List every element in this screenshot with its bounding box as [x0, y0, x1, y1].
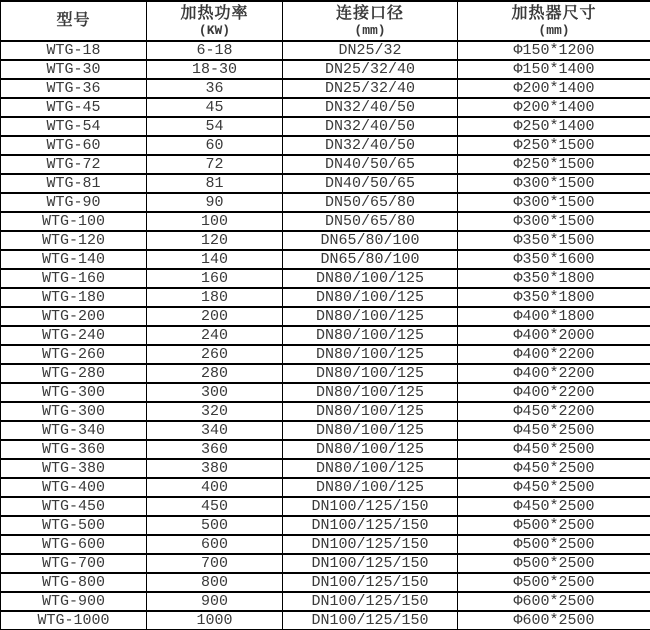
cell-size: Φ400*2000	[458, 326, 650, 345]
table-row	[1, 402, 650, 421]
cell-power: 800	[147, 573, 283, 592]
cell-model: WTG-140	[1, 250, 147, 269]
table-row	[1, 193, 650, 212]
cell-model: WTG-90	[1, 193, 147, 212]
cell-power: 45	[147, 98, 283, 117]
col-header-label: 加热功率	[180, 4, 249, 22]
cell-model: WTG-18	[1, 41, 147, 60]
cell-size: Φ600*2500	[458, 611, 650, 630]
cell-model: WTG-450	[1, 497, 147, 516]
cell-power: 160	[147, 269, 283, 288]
cell-size: Φ250*1500	[458, 155, 650, 174]
table-row	[1, 535, 650, 554]
cell-size: Φ500*2500	[458, 554, 650, 573]
table-row	[1, 212, 650, 231]
cell-power: 340	[147, 421, 283, 440]
cell-diameter: DN100/125/150	[283, 592, 458, 611]
cell-model: WTG-360	[1, 440, 147, 459]
cell-power: 18-30	[147, 60, 283, 79]
table-row	[1, 383, 650, 402]
table-row	[1, 250, 650, 269]
cell-model: WTG-60	[1, 136, 147, 155]
cell-model: WTG-72	[1, 155, 147, 174]
cell-power: 54	[147, 117, 283, 136]
cell-power: 6-18	[147, 41, 283, 60]
header-row	[1, 1, 650, 41]
cell-diameter: DN25/32/40	[283, 60, 458, 79]
table-row	[1, 60, 650, 79]
table-row	[1, 364, 650, 383]
cell-diameter: DN32/40/50	[283, 136, 458, 155]
cell-model: WTG-100	[1, 212, 147, 231]
table-row	[1, 478, 650, 497]
cell-power: 1000	[147, 611, 283, 630]
cell-power: 400	[147, 478, 283, 497]
cell-size: Φ200*1400	[458, 79, 650, 98]
table-row	[1, 98, 650, 117]
cell-diameter: DN100/125/150	[283, 554, 458, 573]
cell-power: 900	[147, 592, 283, 611]
table-row	[1, 326, 650, 345]
cell-model: WTG-120	[1, 231, 147, 250]
cell-model: WTG-700	[1, 554, 147, 573]
cell-size: Φ200*1400	[458, 98, 650, 117]
cell-diameter: DN65/80/100	[283, 231, 458, 250]
cell-power: 81	[147, 174, 283, 193]
col-header-unit: (mm)	[354, 22, 386, 38]
col-header-label: 加热器尺寸	[511, 4, 597, 22]
cell-diameter: DN100/125/150	[283, 497, 458, 516]
cell-model: WTG-500	[1, 516, 147, 535]
cell-power: 60	[147, 136, 283, 155]
cell-model: WTG-180	[1, 288, 147, 307]
table-row	[1, 554, 650, 573]
cell-diameter: DN100/125/150	[283, 535, 458, 554]
cell-size: Φ500*2500	[458, 516, 650, 535]
cell-diameter: DN80/100/125	[283, 402, 458, 421]
cell-model: WTG-800	[1, 573, 147, 592]
table-row	[1, 307, 650, 326]
col-header-size	[458, 1, 650, 41]
cell-size: Φ300*1500	[458, 174, 650, 193]
cell-size: Φ300*1500	[458, 212, 650, 231]
cell-power: 72	[147, 155, 283, 174]
cell-diameter: DN80/100/125	[283, 440, 458, 459]
cell-diameter: DN50/65/80	[283, 212, 458, 231]
cell-power: 380	[147, 459, 283, 478]
cell-model: WTG-30	[1, 60, 147, 79]
cell-model: WTG-81	[1, 174, 147, 193]
cell-size: Φ500*2500	[458, 573, 650, 592]
cell-size: Φ150*1400	[458, 60, 650, 79]
cell-power: 120	[147, 231, 283, 250]
cell-diameter: DN80/100/125	[283, 288, 458, 307]
col-header-model	[1, 1, 147, 41]
table-row	[1, 497, 650, 516]
cell-size: Φ350*1800	[458, 269, 650, 288]
col-header-unit: (mm)	[538, 22, 570, 38]
table-row	[1, 41, 650, 60]
cell-power: 360	[147, 440, 283, 459]
cell-power: 600	[147, 535, 283, 554]
cell-size: Φ400*2200	[458, 345, 650, 364]
table-row	[1, 345, 650, 364]
cell-size: Φ350*1600	[458, 250, 650, 269]
cell-diameter: DN80/100/125	[283, 326, 458, 345]
cell-size: Φ250*1400	[458, 117, 650, 136]
cell-diameter: DN80/100/125	[283, 383, 458, 402]
table-row	[1, 421, 650, 440]
cell-diameter: DN40/50/65	[283, 174, 458, 193]
table-row	[1, 117, 650, 136]
cell-diameter: DN32/40/50	[283, 98, 458, 117]
table-row	[1, 136, 650, 155]
cell-size: Φ350*1500	[458, 231, 650, 250]
table-row	[1, 440, 650, 459]
cell-diameter: DN80/100/125	[283, 345, 458, 364]
cell-power: 700	[147, 554, 283, 573]
col-header-power	[147, 1, 283, 41]
cell-power: 280	[147, 364, 283, 383]
cell-diameter: DN80/100/125	[283, 269, 458, 288]
table-row	[1, 459, 650, 478]
col-header-unit: (KW)	[198, 22, 231, 38]
table-row	[1, 79, 650, 98]
cell-size: Φ400*2200	[458, 383, 650, 402]
table-row	[1, 592, 650, 611]
cell-model: WTG-280	[1, 364, 147, 383]
cell-diameter: DN100/125/150	[283, 573, 458, 592]
cell-size: Φ600*2500	[458, 592, 650, 611]
table-row	[1, 231, 650, 250]
cell-size: Φ500*2500	[458, 535, 650, 554]
cell-diameter: DN80/100/125	[283, 478, 458, 497]
cell-size: Φ450*2200	[458, 402, 650, 421]
table-row	[1, 155, 650, 174]
cell-size: Φ450*2500	[458, 440, 650, 459]
cell-diameter: DN80/100/125	[283, 421, 458, 440]
cell-size: Φ450*2500	[458, 497, 650, 516]
cell-power: 240	[147, 326, 283, 345]
cell-power: 140	[147, 250, 283, 269]
cell-model: WTG-240	[1, 326, 147, 345]
cell-model: WTG-400	[1, 478, 147, 497]
cell-diameter: DN80/100/125	[283, 307, 458, 326]
cell-model: WTG-380	[1, 459, 147, 478]
cell-power: 300	[147, 383, 283, 402]
cell-size: Φ450*2500	[458, 459, 650, 478]
cell-size: Φ350*1800	[458, 288, 650, 307]
cell-model: WTG-900	[1, 592, 147, 611]
cell-diameter: DN100/125/150	[283, 516, 458, 535]
cell-size: Φ150*1200	[458, 41, 650, 60]
cell-power: 320	[147, 402, 283, 421]
cell-diameter: DN25/32/40	[283, 79, 458, 98]
cell-diameter: DN65/80/100	[283, 250, 458, 269]
table-row	[1, 573, 650, 592]
col-header-diameter	[283, 1, 458, 41]
cell-diameter: DN25/32	[283, 41, 458, 60]
cell-size: Φ400*2200	[458, 364, 650, 383]
cell-size: Φ250*1500	[458, 136, 650, 155]
cell-diameter: DN100/125/150	[283, 611, 458, 630]
table-row	[1, 269, 650, 288]
cell-power: 36	[147, 79, 283, 98]
cell-model: WTG-300	[1, 383, 147, 402]
cell-diameter: DN80/100/125	[283, 364, 458, 383]
cell-power: 500	[147, 516, 283, 535]
cell-model: WTG-340	[1, 421, 147, 440]
table-row	[1, 174, 650, 193]
cell-model: WTG-54	[1, 117, 147, 136]
table-row	[1, 611, 650, 630]
cell-model: WTG-260	[1, 345, 147, 364]
cell-model: WTG-36	[1, 79, 147, 98]
cell-size: Φ450*2500	[458, 421, 650, 440]
cell-diameter: DN32/40/50	[283, 117, 458, 136]
table-row	[1, 288, 650, 307]
cell-size: Φ450*2500	[458, 478, 650, 497]
cell-model: WTG-1000	[1, 611, 147, 630]
cell-power: 90	[147, 193, 283, 212]
cell-size: Φ300*1500	[458, 193, 650, 212]
cell-model: WTG-45	[1, 98, 147, 117]
cell-model: WTG-300	[1, 402, 147, 421]
cell-diameter: DN80/100/125	[283, 459, 458, 478]
cell-power: 100	[147, 212, 283, 231]
cell-power: 450	[147, 497, 283, 516]
cell-model: WTG-200	[1, 307, 147, 326]
cell-diameter: DN50/65/80	[283, 193, 458, 212]
cell-power: 180	[147, 288, 283, 307]
table-row	[1, 516, 650, 535]
cell-power: 200	[147, 307, 283, 326]
cell-power: 260	[147, 345, 283, 364]
col-header-label: 连接口径	[335, 4, 404, 22]
cell-model: WTG-600	[1, 535, 147, 554]
cell-model: WTG-160	[1, 269, 147, 288]
cell-diameter: DN40/50/65	[283, 155, 458, 174]
cell-size: Φ400*1800	[458, 307, 650, 326]
col-header-label: 型号	[56, 12, 91, 29]
